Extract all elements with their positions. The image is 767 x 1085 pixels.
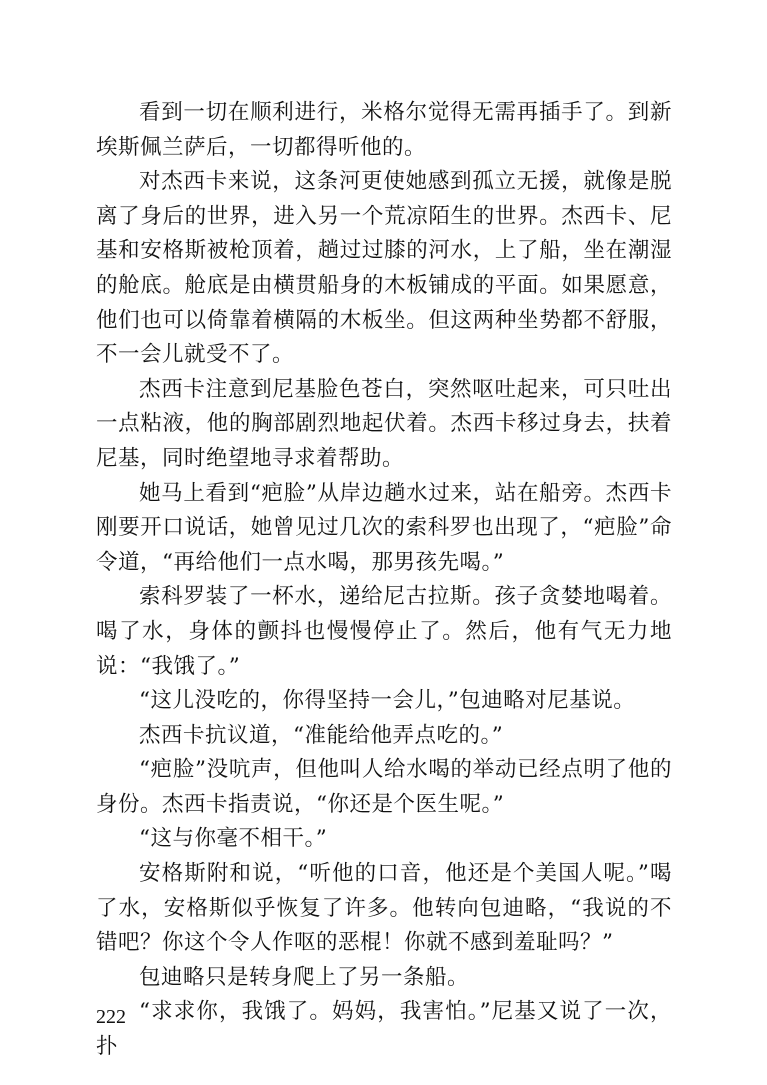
paragraph-12: “求求你，我饿了。妈妈，我害怕。”尼基又说了一次，扑	[96, 999, 672, 1060]
paragraph-5: 索科罗装了一杯水，递给尼古拉斯。孩子贪婪地喝着。喝了水，身体的颤抖也慢慢停止了。然后，他有气无力地说：“我饿了。”	[96, 584, 672, 679]
page-body	[96, 96, 672, 1065]
paragraph-1: 看到一切在顺利进行，米格尔觉得无需再插手了。到新埃斯佩兰萨后，一切都得听他的。	[96, 100, 672, 160]
paragraph-2: 对杰西卡来说，这条河更使她感到孤立无援，就像是脱离了身后的世界，进入另一个荒凉陌生的世界。杰西卡、尼基和安格斯被枪顶着，趟过过膝的河水，上了船，坐在潮湿的舱底。舱底是由横贯船身的木板铺成的平面。如果愿意，他们也可以倚靠着横隔的木板坐。但这两种坐势都不舒服，不一会儿就受不了。	[96, 169, 672, 368]
page-number: 222	[96, 1006, 126, 1028]
paragraph-7: 杰西卡抗议道，“准能给他弄点吃的。”	[139, 722, 504, 748]
paragraph-10: 安格斯附和说，“听他的口音，他还是个美国人呢。”喝了水，安格斯似乎恢复了许多。他转向包迪略，“我说的不错吧？你这个令人作呕的恶棍！你就不感到羞耻吗？”	[96, 861, 672, 956]
paragraph-4: 她马上看到“疤脸”从岸边趟水过来，站在船旁。杰西卡刚要开口说话，她曾见过几次的索科罗也出现了，“疤脸”命令道，“再给他们一点水喝，那男孩先喝。”	[96, 480, 672, 575]
paragraph-3: 杰西卡注意到尼基脸色苍白，突然呕吐起来，可只吐出一点粘液，他的胸部剧烈地起伏着。杰西卡移过身去，扶着尼基，同时绝望地寻求着帮助。	[96, 376, 672, 471]
paragraph-9: “这与你毫不相干。”	[139, 826, 328, 852]
paragraph-8: “疤脸”没吭声，但他叫人给水喝的举动已经点明了他的身份。杰西卡指责说，“你还是个医生呢。”	[96, 757, 672, 817]
paragraph-11: 包迪略只是转身爬上了另一条船。	[139, 964, 470, 990]
paragraph-6: “这儿没吃的，你得坚持一会儿，”包迪略对尼基说。	[139, 688, 636, 714]
